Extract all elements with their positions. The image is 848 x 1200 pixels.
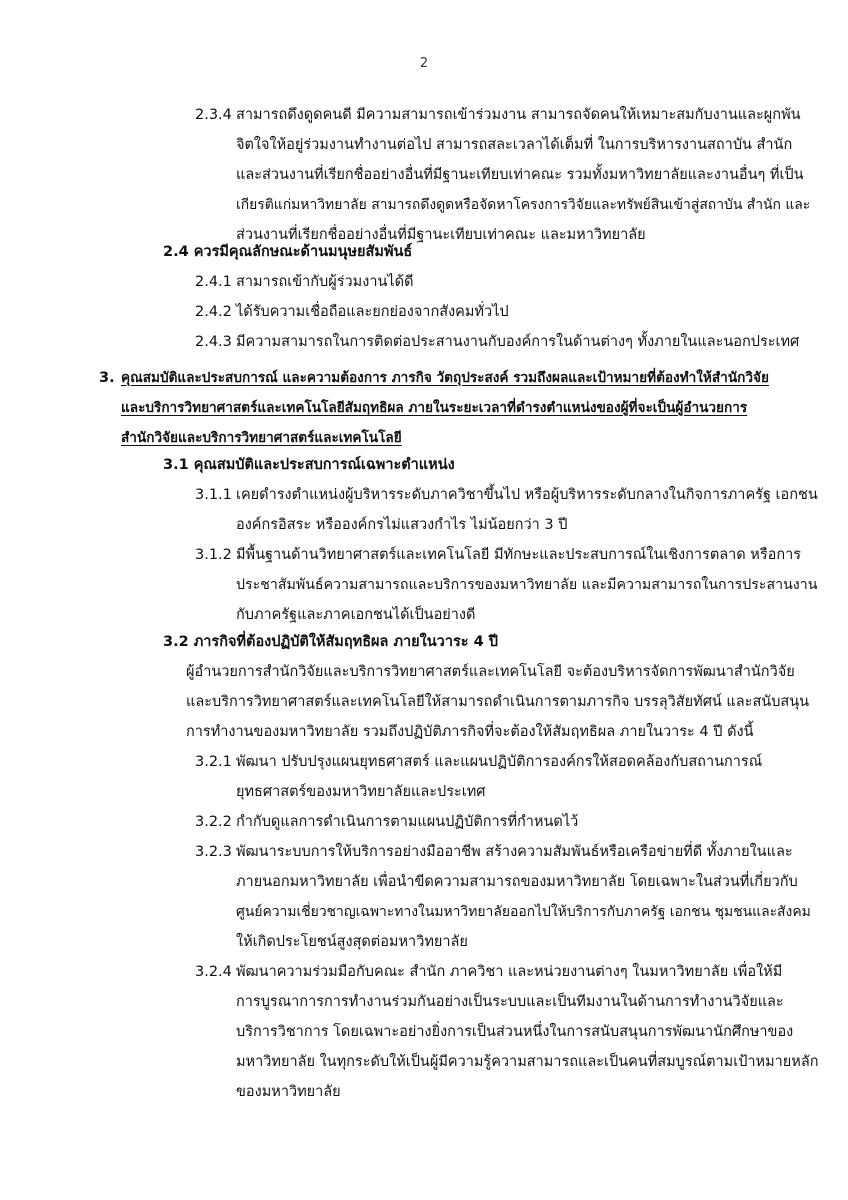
list-item: สามารถเข้ากับผู้ร่วมงานได้ดี [236, 274, 414, 290]
paragraph-line: ของมหาวิทยาลัย [236, 1084, 341, 1100]
paragraph-line: ยุทธศาสตร์ของมหาวิทยาลัยและประเทศ [236, 784, 486, 800]
section-heading-3-line: คุณสมบัติและประสบการณ์ และความต้องการ ภารกิจ วัตถุประสงค์ รวมถึงผลและเป้าหมายที่ต้องทำให้สำนักวิจัย [121, 370, 769, 386]
item-number-2-4-3: 2.4.3 [195, 334, 232, 350]
paragraph-line: จิตใจให้อยู่ร่วมงานทำงานต่อไป สามารถสละเวลาได้เต็มที่ ในการบริหารงานสถาบัน สำนัก [236, 137, 793, 153]
section-number-3: 3. [99, 370, 115, 386]
list-item: มีความสามารถในการติดต่อประสานงานกับองค์การในด้านต่างๆ ทั้งภายในและนอกประเทศ [236, 334, 800, 350]
paragraph-line: ส่วนงานที่เรียกชื่ออย่างอื่นที่มีฐานะเทียบเท่าคณะ และมหาวิทยาลัย [236, 227, 646, 243]
paragraph-line: มหาวิทยาลัย ในทุกระดับให้เป็นผู้มีความรู้ความสามารถและเป็นคนที่สมบูรณ์ตามเป้าหมายหลัก [236, 1054, 819, 1070]
list-item: ได้รับความเชื่อถือและยกย่องจากสังคมทั่วไป [236, 304, 509, 320]
paragraph-line: ประชาสัมพันธ์ความสามารถและบริการของมหาวิทยาลัย และมีความสามารถในการประสานงาน [236, 577, 818, 593]
paragraph-line: สามารถดึงดูดคนดี มีความสามารถเข้าร่วมงาน สามารถจัดคนให้เหมาะสมกับงานและผูกพัน [236, 107, 801, 123]
paragraph-line: กับภาครัฐและภาคเอกชนได้เป็นอย่างดี [236, 607, 476, 623]
paragraph-line: พัฒนา ปรับปรุงแผนยุทธศาสตร์ และแผนปฏิบัติการองค์กรให้สอดคล้องกับสถานการณ์ [236, 754, 763, 770]
paragraph-line: กำกับดูแลการดำเนินการตามแผนปฏิบัติการที่กำหนดไว้ [236, 814, 579, 830]
section-heading-3-1: 3.1 คุณสมบัติและประสบการณ์เฉพาะตำแหน่ง [163, 457, 455, 473]
section-heading-3-2: 3.2 ภารกิจที่ต้องปฏิบัติให้สัมฤทธิผล ภายในวาระ 4 ปี [163, 634, 498, 650]
paragraph-line: เคยดำรงตำแหน่งผู้บริหารระดับภาควิชาขึ้นไป หรือผู้บริหารระดับกลางในกิจการภาครัฐ เอกชน [236, 487, 818, 503]
paragraph-line: ภายนอกมหาวิทยาลัย เพื่อนำขีดความสามารถของมหาวิทยาลัย โดยเฉพาะในส่วนที่เกี่ยวกับ [236, 874, 798, 890]
paragraph-line: พัฒนาความร่วมมือกับคณะ สำนัก ภาควิชา และหน่วยงานต่างๆ ในมหาวิทยาลัย เพื่อให้มี [236, 964, 783, 980]
section-heading-2-4: 2.4 ควรมีคุณลักษณะด้านมนุษยสัมพันธ์ [163, 244, 413, 260]
item-number-3-2-4: 3.2.4 [195, 964, 232, 980]
paragraph-line: พัฒนาระบบการให้บริการอย่างมืออาชีพ สร้างความสัมพันธ์หรือเครือข่ายที่ดี ทั้งภายในและ [236, 844, 793, 860]
item-number-2-3-4: 2.3.4 [195, 107, 232, 123]
paragraph-line: และบริการวิทยาศาสตร์และเทคโนโลยีให้สามารถดำเนินการตามภารกิจ บรรลุวิสัยทัศน์ และสนับสนุน [186, 694, 810, 710]
item-number-2-4-2: 2.4.2 [195, 304, 232, 320]
paragraph-line: ผู้อำนวยการสำนักวิจัยและบริการวิทยาศาสตร์และเทคโนโลยี จะต้องบริหารจัดการพัฒนาสำนักวิจัย [186, 664, 795, 680]
item-number-3-1-2: 3.1.2 [195, 547, 232, 563]
paragraph-line: บริการวิชาการ โดยเฉพาะอย่างยิ่งการเป็นส่วนหนึ่งในการสนับสนุนการพัฒนานักศึกษาของ [236, 1024, 794, 1040]
paragraph-line: ศูนย์ความเชี่ยวชาญเฉพาะทางในมหาวิทยาลัยออกไปให้บริการกับภาครัฐ เอกชน ชุมชนและสังคม [236, 904, 811, 920]
paragraph-line: การบูรณาการการทำงานร่วมกันอย่างเป็นระบบและเป็นทีมงานในด้านการทำงานวิจัยและ [236, 994, 784, 1010]
paragraph-line: มีพื้นฐานด้านวิทยาศาสตร์และเทคโนโลยี มีทักษะและประสบการณ์ในเชิงการตลาด หรือการ [236, 547, 802, 563]
item-number-3-2-2: 3.2.2 [195, 814, 232, 830]
paragraph-line: ให้เกิดประโยชน์สูงสุดต่อมหาวิทยาลัย [236, 934, 468, 950]
page-number: 2 [419, 56, 429, 71]
item-number-3-1-1: 3.1.1 [195, 487, 232, 503]
paragraph-line: และส่วนงานที่เรียกชื่ออย่างอื่นที่มีฐานะเทียบเท่าคณะ รวมทั้งมหาวิทยาลัยและงานอื่นๆ ที่เป็น [236, 167, 804, 183]
paragraph-line: องค์กรอิสระ หรือองค์กรไม่แสวงกำไร ไม่น้อยกว่า 3 ปี [236, 517, 568, 533]
paragraph-line: การทำงานของมหาวิทยาลัย รวมถึงปฏิบัติภารกิจที่จะต้องให้สัมฤทธิผล ภายในวาระ 4 ปี ดังนี้ [186, 724, 754, 740]
item-number-3-2-1: 3.2.1 [195, 754, 232, 770]
paragraph-line: เกียรติแก่มหาวิทยาลัย สามารถดึงดูดหรือจัดหาโครงการวิจัยและทรัพย์สินเข้าสู่สถาบัน สำนัก และ [236, 197, 811, 213]
section-heading-3-line: สำนักวิจัยและบริการวิทยาศาสตร์และเทคโนโลยี [121, 430, 402, 446]
item-number-3-2-3: 3.2.3 [195, 844, 232, 860]
item-number-2-4-1: 2.4.1 [195, 274, 232, 290]
section-heading-3-line: และบริการวิทยาศาสตร์และเทคโนโลยีสัมฤทธิผล ภายในระยะเวลาที่ดำรงตำแหน่งของผู้ที่จะเป็นผู้อำนวยการ [121, 400, 748, 416]
